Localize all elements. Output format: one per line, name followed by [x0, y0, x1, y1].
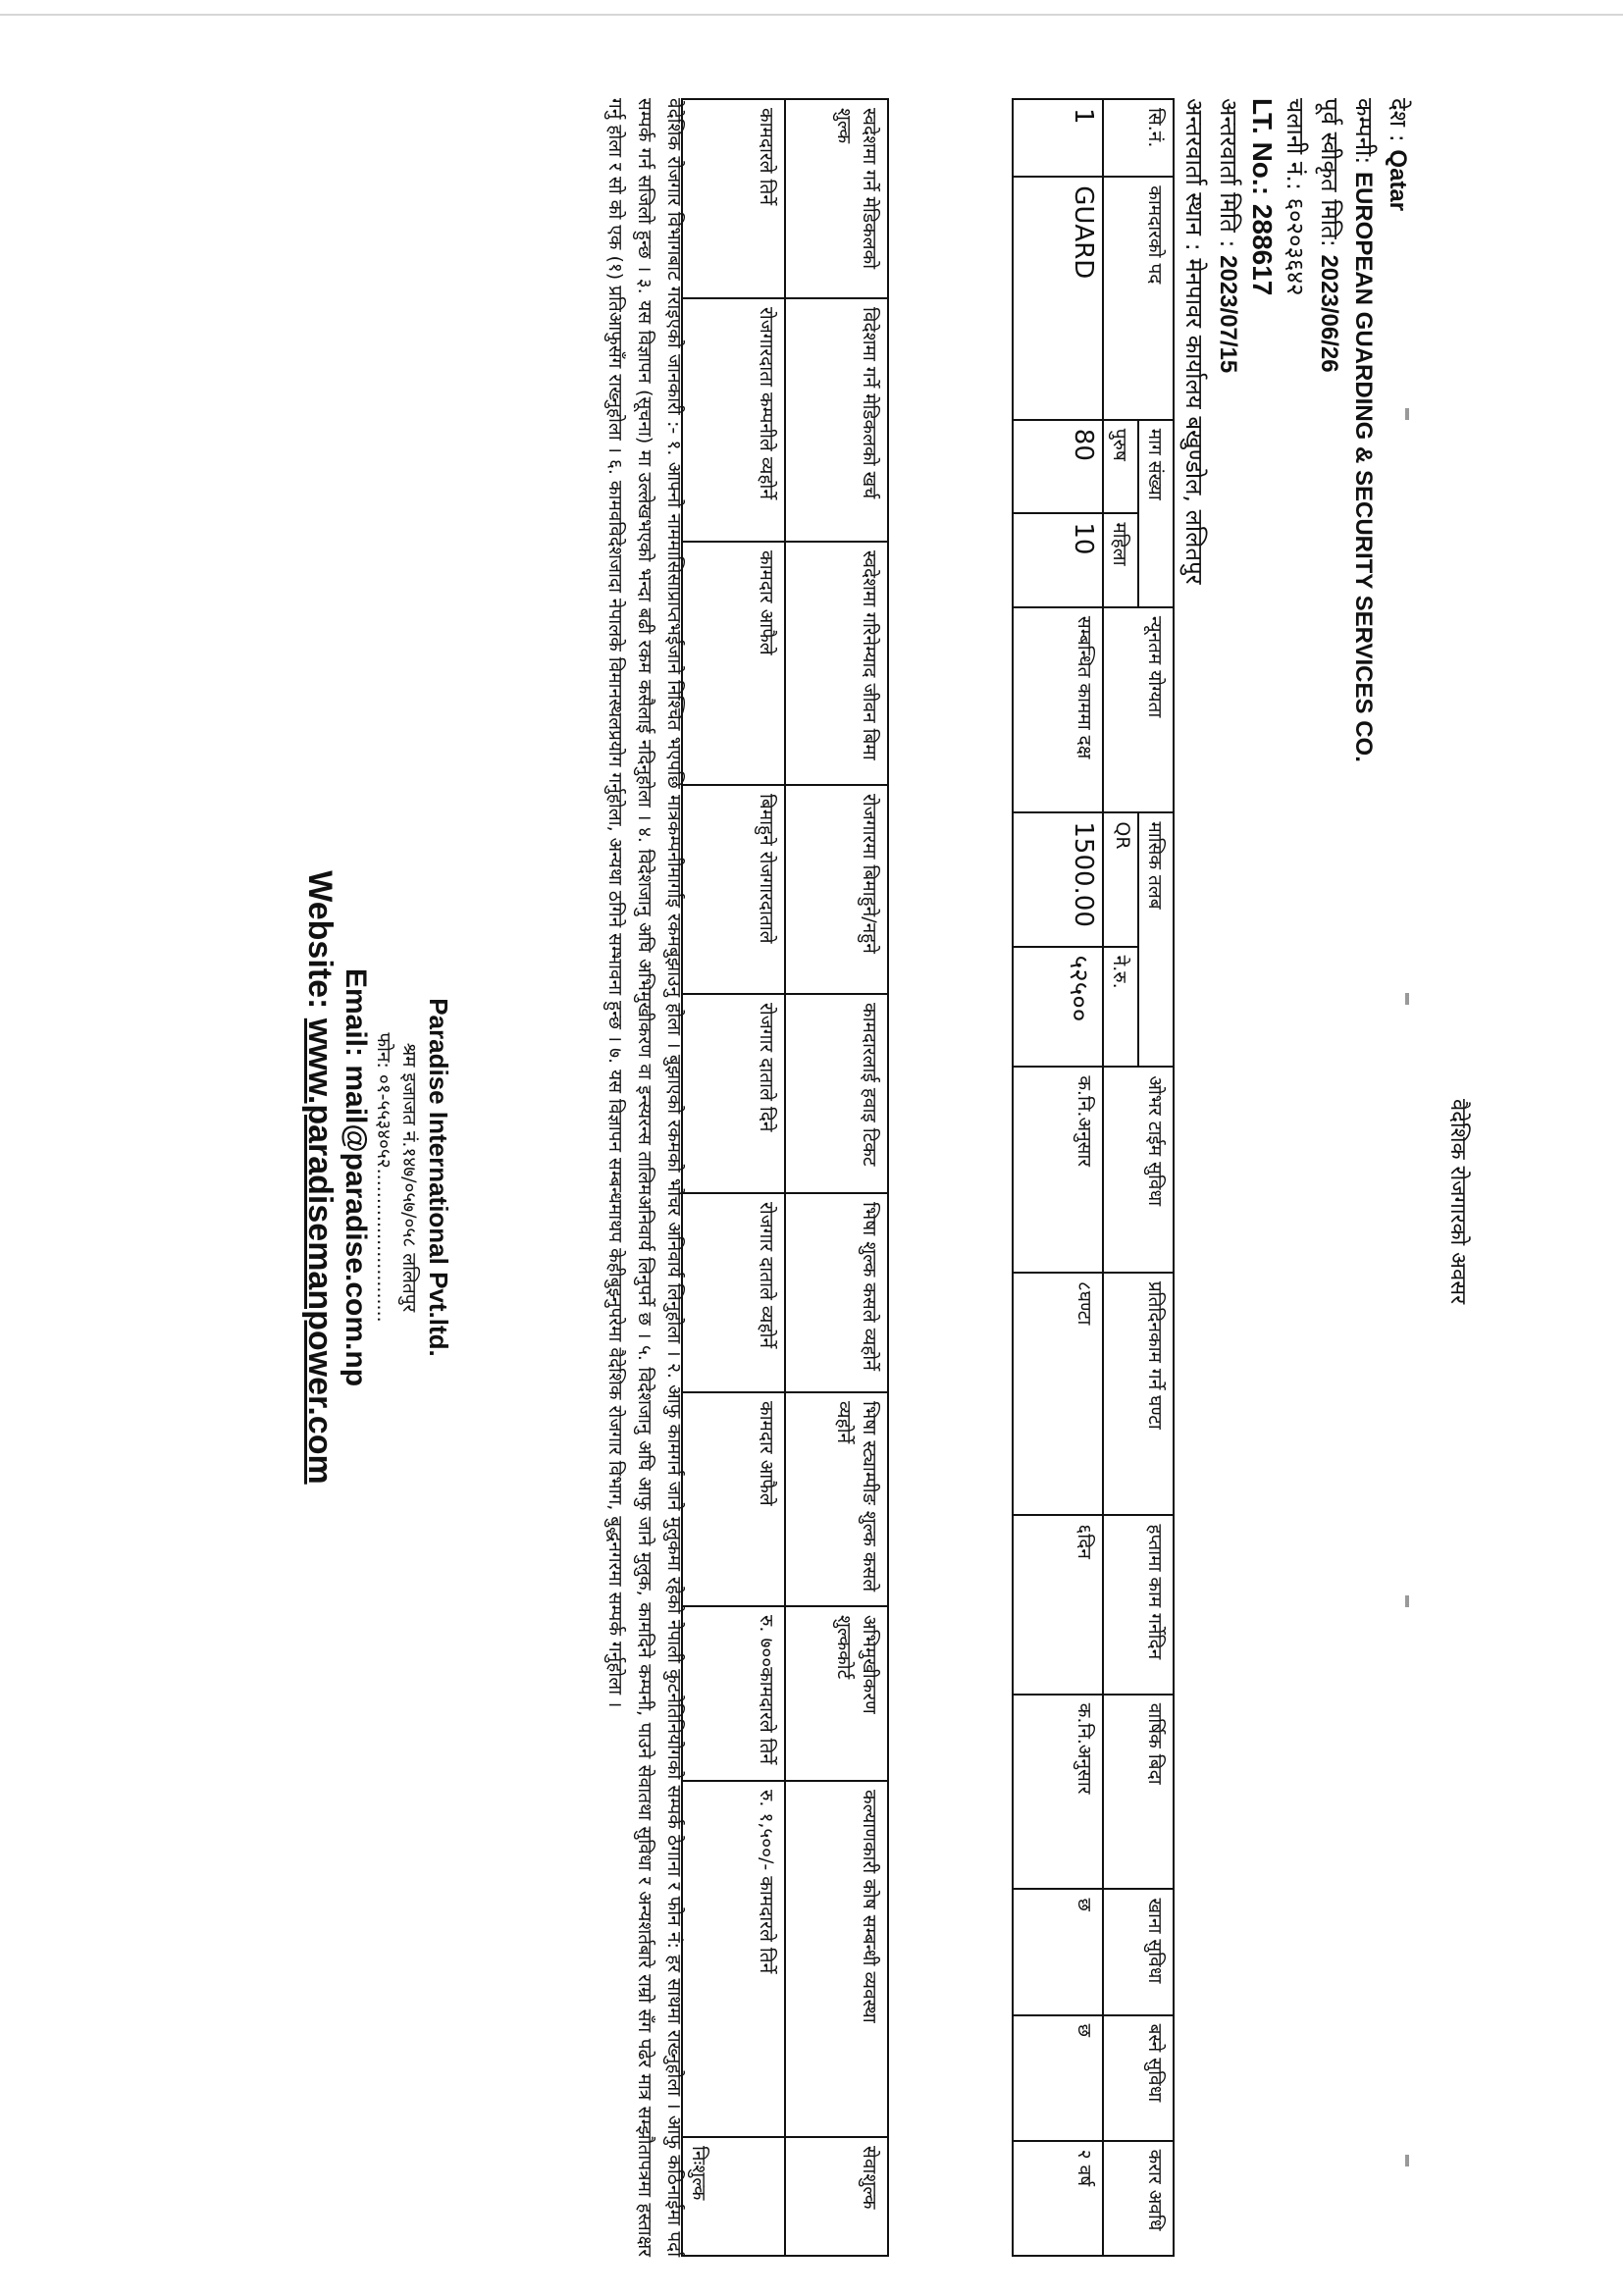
header-food: खाना सुविधा	[1103, 1889, 1174, 2014]
interview-place: मेनपावर कार्यालय बखुण्डोल, ललितपुर	[1180, 258, 1208, 585]
fee-header: सेवाशुल्क	[785, 2137, 888, 2256]
fee-header: भिषा शुल्क कसले व्यहोर्ने	[785, 1193, 888, 1392]
company-label: कम्पनी:	[1350, 98, 1378, 165]
fee-value: कामदार आफैले	[682, 1392, 785, 1606]
header-position: कामदारको पद	[1103, 177, 1174, 420]
fee-value: रु. १,५००/- कामदारले तिर्ने	[682, 1781, 785, 2137]
notice-header	[1178, 98, 1415, 762]
department-notes: वैदेशिक रोजगार विभागबाट गराइएको जानकारी :- १. आफ्नो नाममासिसाप्राप्तभईजाने निश्चित भएपछि मात्रकम्पनीमार्गाइ रकमबुझाउनु होला । बुझाएको रकमको भौचर अनिवार्य लिनुहोला । २. आफु कामगर्न जाने मुलुकमा रहेको नेपाली कुटनैतिनियोगको सम्पर्क ठेगाना र फोन नं: हर साथमा राख्नुहोला । आफु कठिनाईमा पर्दा सम्पर्क गर्न सजिलो हुन्छ । ३. यस विज्ञापन (सूचना) मा उल्लेखभएको भन्दा बढी रकम कसैलाई नदिनुहोला । ४. विदेशजानु अघि अभिमुखीकरण वा इन्स्यरन्स तालिमअनिवार्य लिनुपर्ने छ । ५. विदेशजानु अघि आफु जाने मुलुक, कामदिने कम्पनी, पाउने सेवातथा सुविधा र अन्यशर्तबारे राम्रो सँग पढेर मात्र सम्झौतापत्रमा हस्ताक्षर गर्नु होला र सो को एक (१) प्रतिआफुसँग राख्नुहोला । ६. कामवविदेशजादा नेपालके विमानस्थलप्रयोग गर्नुहोला, अन्यथा ठगिने सम्भावना हुन्छ । ७. यस विज्ञापन सम्बन्धमाथप केहीबुझ्नुपरेमा वैदेशिक रोजगार विभाग, बुद्धनगरमा सम्पर्क गर्नुहोला ।	[604, 98, 685, 2257]
header-annual-leave: वार्षिक बिदा	[1103, 1695, 1174, 1890]
rotated-notice-sheet	[179, 98, 1474, 2257]
fee-header: स्वदेशमा गर्ने मेडिकलको शुल्क	[785, 99, 888, 298]
cell-sn: 1	[1013, 99, 1103, 177]
cell-female: 10	[1013, 513, 1103, 607]
fee-value: निःशुल्क	[682, 2137, 785, 2256]
cell-annual-leave: क.नि.अनुसार	[1013, 1695, 1103, 1890]
country-label: देश :	[1385, 98, 1412, 142]
fee-value: रु. ७००कामदारले तिर्ने	[682, 1606, 785, 1781]
cell-daily-hours: ८घण्टा	[1013, 1273, 1103, 1516]
header-sn: सि.नं.	[1103, 99, 1174, 177]
cell-food: छ	[1013, 1889, 1103, 2014]
cell-weekly-days: ६दिन	[1013, 1515, 1103, 1694]
cell-overtime: क.नि.अनुसार	[1013, 1067, 1103, 1273]
country-value: Qatar	[1385, 149, 1411, 212]
fee-value: रोजगार दाताले व्यहोर्ने	[682, 1193, 785, 1392]
cell-npr: ५२५००	[1013, 947, 1103, 1068]
fee-value: कामदारले तिर्ने	[682, 99, 785, 298]
cell-position: GUARD	[1013, 177, 1103, 420]
header-male: पुरुष	[1103, 420, 1138, 514]
interview-place-label: अन्तरवार्ता स्थान :	[1180, 98, 1208, 251]
agency-website	[300, 98, 339, 2257]
header-salary: मासिक तलब	[1138, 812, 1174, 1067]
lt-label: LT. No.:	[1247, 98, 1278, 196]
fee-value: बिमाहुने रोजगारदाताले	[682, 785, 785, 994]
fee-value: रोजगारदाता कम्पनीले व्यहोर्ने	[682, 298, 785, 542]
fee-header: कल्याणकारी कोष सम्बन्धी व्यवस्था	[785, 1781, 888, 2137]
table-row	[1013, 99, 1103, 2256]
lt-number: 288617	[1247, 203, 1278, 296]
agency-name: Paradise International Pvt.ltd.	[424, 998, 453, 1357]
fee-value: रोजगार दाताले दिने	[682, 994, 785, 1193]
fee-details-table	[681, 98, 889, 2257]
fee-header-row	[785, 99, 888, 2256]
header-overtime: ओभर टाईम सुविधा	[1103, 1067, 1174, 1273]
interview-date: 2023/07/15	[1215, 255, 1241, 374]
cell-accommodation: छ	[1013, 2015, 1103, 2141]
cell-male: 80	[1013, 420, 1103, 514]
fee-value: कामदार आफैले	[682, 542, 785, 785]
fee-header: कामदारलाई हवाइ टिकट	[785, 994, 888, 1193]
interview-date-label: अन्तरवार्ता मिति :	[1215, 98, 1242, 248]
agency-email: Email: mail@paradise.com.np	[340, 967, 372, 1387]
header-qualification: न्यूनतम योग्यता	[1103, 607, 1174, 813]
website-link[interactable]: www.paradisemanpower.com	[301, 1018, 339, 1485]
agency-footer	[300, 98, 453, 2257]
header-female: महिला	[1103, 513, 1138, 607]
header-contract: करार अवधि	[1103, 2141, 1174, 2256]
agency-phone: फोन: ०१-५५३४०५२..........................	[373, 1032, 394, 1323]
fee-header: विदेशमा गर्ने मेडिकलको खर्च	[785, 298, 888, 542]
website-label: Website:	[301, 870, 339, 1010]
dispatch-number: ६०२०३६४२	[1282, 197, 1309, 296]
dispatch-label: चलानी नं.:	[1282, 98, 1309, 190]
cell-qr: 1500.00	[1013, 812, 1103, 946]
table-header-row	[1138, 99, 1174, 2256]
header-demand: माग संख्या	[1138, 420, 1174, 607]
cell-contract: २ वर्ष	[1013, 2141, 1103, 2256]
header-qr: QR	[1103, 812, 1138, 946]
fee-header: अभिमुखीकरण शुल्ककोर्ट	[785, 1606, 888, 1781]
agency-license: श्रम इजाजत नं.१४७/०५७/०५८ ललितपुर	[398, 1042, 420, 1313]
header-accommodation: बस्ने सुविधा	[1103, 2015, 1174, 2141]
preapproval-date: 2023/06/26	[1316, 254, 1342, 373]
preapproval-label: पूर्व स्वीकृत मिति:	[1316, 98, 1343, 247]
header-weekly-days: हप्तामा काम गर्नेदिन	[1103, 1515, 1174, 1694]
header-daily-hours: प्रतिदिनकाम गर्ने घण्टा	[1103, 1273, 1174, 1516]
fee-header: स्वदेशमा गरिनेम्याद जीवन बिमा	[785, 542, 888, 785]
fee-header: रोजगारमा बिमाहुने/नहुने	[785, 785, 888, 994]
fee-value-row	[682, 99, 785, 2256]
notice-title: वैदेशिक रोजगारको अवसर	[1445, 1099, 1470, 1305]
scan-top-edge	[0, 14, 1623, 16]
fee-header: भिषा स्ट्याम्पीङ शुल्क कसले व्यहोर्ने	[785, 1392, 888, 1606]
cell-qualification: सम्बन्धित काममा दक्ष	[1013, 607, 1103, 813]
header-npr: ने.रु.	[1103, 947, 1138, 1068]
company-value: EUROPEAN GUARDING & SECURITY SERVICES CO.	[1350, 171, 1377, 762]
job-details-table	[1012, 98, 1175, 2257]
